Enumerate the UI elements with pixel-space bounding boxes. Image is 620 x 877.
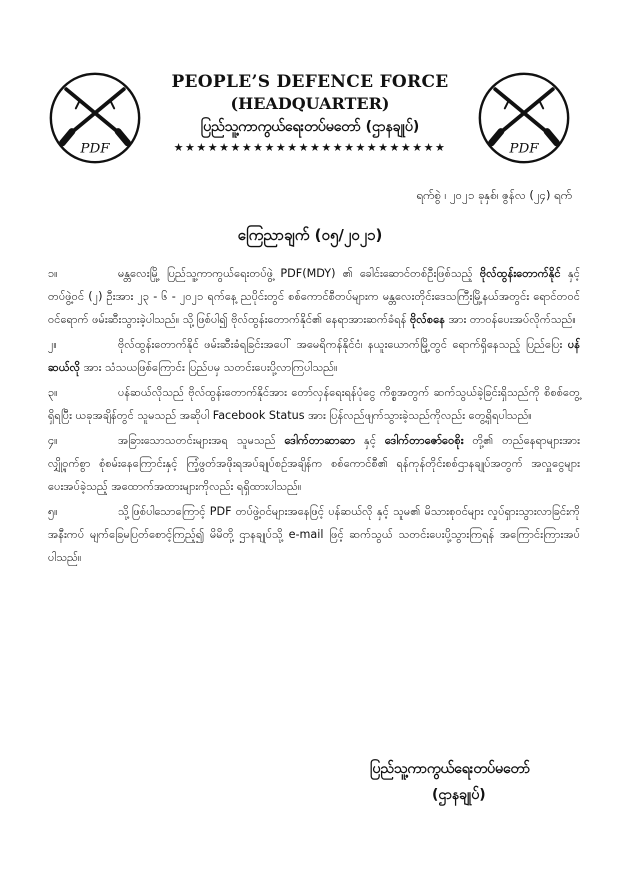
announcement-body bbox=[48, 262, 580, 571]
paragraph-text: အခြားသောသတင်းများအရ သူမသည် bbox=[118, 434, 285, 447]
pdf-logo-left bbox=[47, 70, 143, 166]
paragraph-5 bbox=[48, 500, 580, 569]
paragraph-3 bbox=[48, 381, 580, 427]
paragraph-number: ၂။ bbox=[48, 338, 57, 351]
paragraph-text: ဗိုလ်ထွန်းတောက်နိုင် ဖမ်းဆီးခံရခြင်းအပေါ် အမေရိကန်နိုင်ငံ၊ နယူးယောက်မြို့တွင် ရောက်ရှိနေသည့် ပြည်ပြေး bbox=[118, 338, 568, 351]
paragraph-text: နှင့် တပ်ဖွဲ့ဝင် (၂) ဦးအား ၂၃ - ၆ - ၂၀၂၁ ရက်နေ့ ညပိုင်းတွင် စစ်ကောင်စီတပ်များက မန္တလေးတိုင်းဒေသကြီးမြို့နယ်အတွင်း ရောင်တဝင် ဝင်ရောက် ဖမ်းဆီးသွားခဲ့ပါသည်။ သို့ဖြစ်ပါ၍ ဗိုလ်ထွန်းတောက်နိုင်၏ နေရာအားဆက်ခံရန် bbox=[48, 267, 580, 326]
paragraph-text: သို့ဖြစ်ပါသောကြောင့် PDF တပ်ဖွဲ့ဝင်များအနေဖြင့် ပန်ဆယ်လို နှင့် သူမ၏ မိသားစုဝင်များ လှုပ်ရှားသွားလာခြင်းကို အနီးကပ် မျက်ခြေမပြတ်စောင့်ကြည့်၍ မိမိတို့ ဌာနချုပ်သို့ e-mail ဖြင့် ဆက်သွယ် သတင်းပေးပို့သွားကြရန် အကြောင်းကြားအပ်ပါသည်။ bbox=[48, 505, 580, 564]
star-divider: ★★★★★★★★★★★★★★★★★★★★★★★★ bbox=[173, 141, 447, 154]
signature-organization: ပြည်သူ့ကာကွယ်ရေးတပ်မတော် bbox=[370, 761, 530, 777]
paragraph-text: နှင့် bbox=[355, 434, 385, 447]
paragraph-text: အား တာဝန်ပေးအပ်လိုက်သည်။ bbox=[445, 313, 576, 326]
paragraph-2 bbox=[48, 333, 580, 379]
paragraph-number: ၄။ bbox=[48, 434, 58, 447]
paragraph-4 bbox=[48, 429, 580, 498]
paragraph-text: ပန်ဆယ်လိုသည် ဗိုလ်ထွန်းတောက်နိုင်အား တော်လှန်ရေးရန်ပုံငွေ ကိစ္စအတွက် ဆက်သွယ်ခဲ့ခြင်းရှိသည်ကို စိစစ်တွေ့ရှိရပြီး ယခုအချိန်တွင် သူမသည် အဆိုပါ Facebook Status အား ပြန်လည်ဖျက်သွားခဲ့သည်ကိုလည်း တွေ့ရှိရပါသည်။ bbox=[48, 386, 580, 422]
crossed-rifles-icon bbox=[47, 70, 143, 166]
paragraph-text: တို့၏ တည်နေရာများအား လျှို့ဝှက်စွာ စုံစမ်းနေကြောင်းနှင့် ကြံ့ဖွတ်အဖိုးရအပ်ချုပ်စဉ်အချိန်က စစ်ကောင်စီ၏ ရန်ကုန်တိုင်းစစ်ဌာနချုပ်အတွက် အလှူငွေများပေးအပ်ခဲ့သည့် အထောက်အထားများကိုလည်း ရရှိထားပါသည်။ bbox=[48, 434, 580, 493]
organization-title: PEOPLE’S DEFENCE FORCE bbox=[171, 72, 449, 92]
signature-block bbox=[370, 756, 530, 808]
person-name: ဗိုလ်စနေ bbox=[410, 313, 446, 326]
person-name: ဒေါက်တာဇော်ဝေစိုး bbox=[384, 434, 464, 447]
person-name: ဗိုလ်ထွန်းတောက်နိုင် bbox=[479, 267, 561, 280]
announcement-title: ကြေညာချက် (၀၅/၂၀၂၁) bbox=[237, 226, 383, 244]
person-name: ဒေါက်တာဆာဆာ bbox=[284, 434, 356, 447]
signature-unit: (ဌာနချုပ်) bbox=[432, 787, 486, 803]
organization-title-burmese: ပြည်သူ့ကာကွယ်ရေးတပ်မတော် (ဌာနချုပ်) bbox=[200, 119, 420, 135]
document-date: ရက်စွဲ ၊ ၂၀၂၁ ခုနှစ်၊ ဇွန်လ (၂၄) ရက် bbox=[416, 188, 572, 202]
letterhead bbox=[150, 72, 470, 156]
logo-text: PDF bbox=[509, 141, 539, 157]
crossed-rifles-icon bbox=[476, 70, 572, 166]
logo-text: PDF bbox=[80, 141, 110, 157]
organization-subtitle: (HEADQUARTER) bbox=[230, 94, 390, 113]
paragraph-number: ၁။ bbox=[48, 267, 58, 280]
pdf-logo-right bbox=[476, 70, 572, 166]
person-name: ပန်ဆယ်လို bbox=[48, 338, 580, 374]
paragraph-1 bbox=[48, 262, 580, 331]
paragraph-text: မန္တလေးမြို့ ပြည်သူ့ကာကွယ်ရေးတပ်ဖွဲ့ PDF(MDY) ၏ ခေါင်းဆောင်တစ်ဦးဖြစ်သည့် bbox=[118, 267, 480, 280]
paragraph-number: ၃။ bbox=[48, 386, 58, 399]
paragraph-number: ၅။ bbox=[48, 505, 58, 518]
paragraph-text: အား သံသယဖြစ်ကြောင်း ပြည်ပမှ သတင်းပေးပို့လာကြပါသည်။ bbox=[80, 361, 338, 374]
